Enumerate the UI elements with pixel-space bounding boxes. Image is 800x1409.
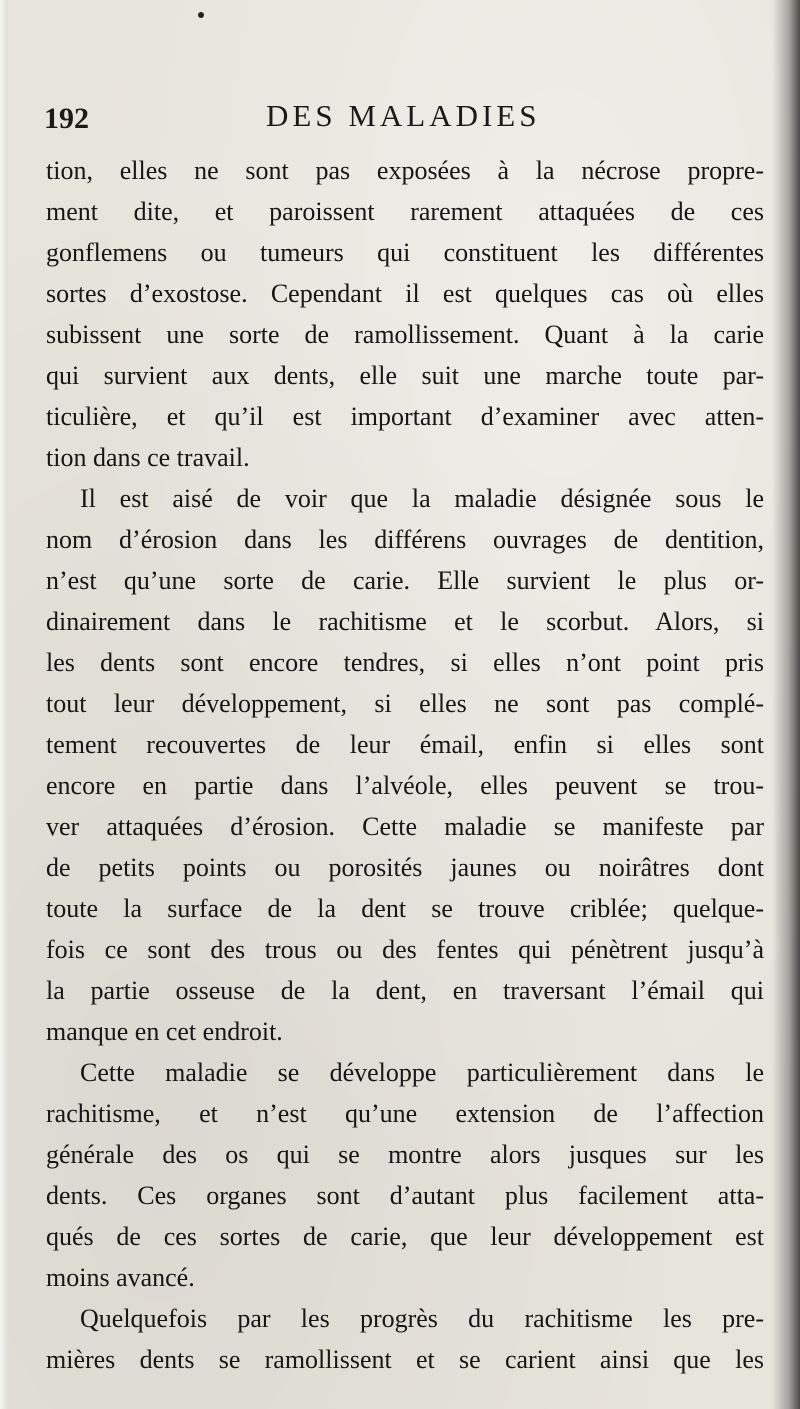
text-line: rachitisme, et n’est qu’une extension de l’affection xyxy=(46,1099,764,1128)
text-line: gonflemens ou tumeurs qui constituent les différentes xyxy=(46,238,764,267)
page-left-edge xyxy=(0,0,8,1409)
body-text xyxy=(46,150,764,1380)
text-line: ticulière, et qu’il est important d’examiner avec atten- xyxy=(46,402,764,431)
text-line: tement recouvertes de leur émail, enfin si elles sont xyxy=(46,730,764,759)
page-header xyxy=(44,98,764,142)
ink-dot xyxy=(198,12,204,18)
running-title: DES MALADIES xyxy=(266,98,541,133)
page-gutter-shadow xyxy=(772,0,800,1409)
text-line: moins avancé. xyxy=(46,1263,195,1292)
text-line: encore en partie dans l’alvéole, elles peuvent se trou- xyxy=(46,771,764,800)
text-line: ment dite, et paroissent rarement attaquées de ces xyxy=(46,197,764,226)
page-number: 192 xyxy=(44,102,89,135)
text-line: nom d’érosion dans les différens ouvrages de dentition, xyxy=(46,525,764,554)
text-line: tion, elles ne sont pas exposées à la nécrose propre- xyxy=(46,156,764,185)
text-line: de petits points ou porosités jaunes ou noirâtres dont xyxy=(46,853,764,882)
text-line: subissent une sorte de ramollissement. Quant à la carie xyxy=(46,320,764,349)
text-line: les dents sont encore tendres, si elles n’ont point pris xyxy=(46,648,764,677)
text-line: manque en cet endroit. xyxy=(46,1017,283,1046)
text-line: dents. Ces organes sont d’autant plus facilement atta- xyxy=(46,1181,764,1210)
text-line: ver attaquées d’érosion. Cette maladie se manifeste par xyxy=(46,812,764,841)
text-line: mières dents se ramollissent et se carient ainsi que les xyxy=(46,1345,764,1374)
text-line: tion dans ce travail. xyxy=(46,443,250,472)
text-line: sortes d’exostose. Cependant il est quelques cas où elles xyxy=(46,279,764,308)
text-line: fois ce sont des trous ou des fentes qui pénètrent jusqu’à xyxy=(46,935,764,964)
text-line: toute la surface de la dent se trouve criblée; quelque- xyxy=(46,894,764,923)
text-line: tout leur développement, si elles ne sont pas complé- xyxy=(46,689,764,718)
text-line: n’est qu’une sorte de carie. Elle survient le plus or- xyxy=(46,566,764,595)
text-line: Cette maladie se développe particulièrement dans le xyxy=(80,1058,764,1087)
text-line: Il est aisé de voir que la maladie désignée sous le xyxy=(80,484,764,513)
text-line: générale des os qui se montre alors jusques sur les xyxy=(46,1140,764,1169)
text-line: dinairement dans le rachitisme et le scorbut. Alors, si xyxy=(46,607,764,636)
text-line: la partie osseuse de la dent, en traversant l’émail qui xyxy=(46,976,764,1005)
text-line: qués de ces sortes de carie, que leur développement est xyxy=(46,1222,764,1251)
text-line: qui survient aux dents, elle suit une marche toute par- xyxy=(46,361,764,390)
text-line: Quelquefois par les progrès du rachitisme les pre- xyxy=(80,1304,764,1333)
